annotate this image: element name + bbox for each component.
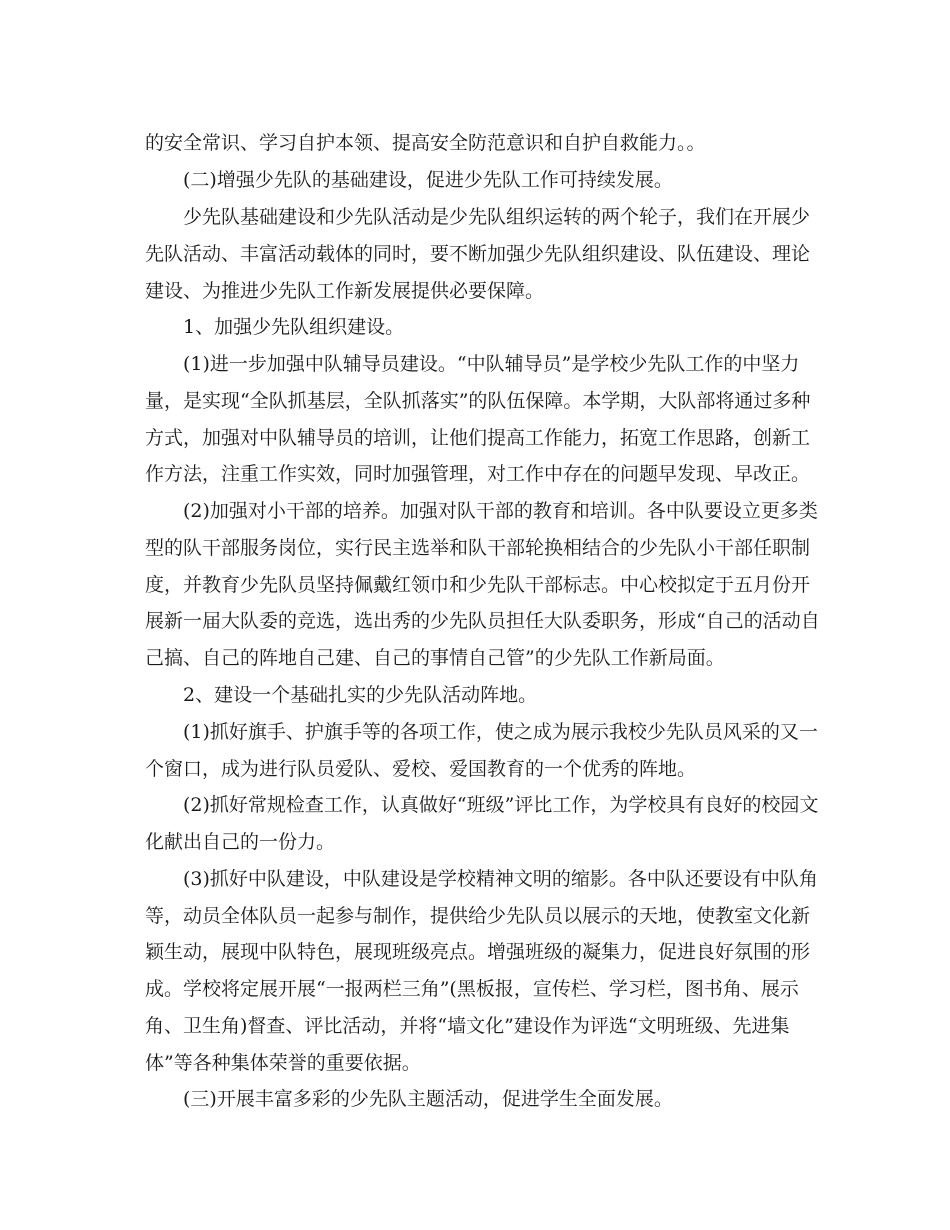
text-line: 少先队基础建设和少先队活动是少先队组织运转的两个轮子，我们在开展少	[183, 206, 811, 228]
text-line: 己搞、自己的阵地自己建、自己的事情自己管”的少先队工作新局面。	[145, 647, 725, 669]
text-line: (2)抓好常规检查工作，认真做好“班级”评比工作，为学校具有良好的校园文	[183, 794, 819, 816]
text-line: 先队活动、丰富活动载体的同时，要不断加强少先队组织建设、队伍建设、理论	[145, 243, 811, 265]
text-line: 化献出自己的一份力。	[145, 831, 336, 853]
text-line: 作方法，注重工作实效，同时加强管理，对工作中存在的问题早发现、早改正。	[145, 463, 811, 485]
text-line: 角、卫生角)督查、评比活动，并将“墙文化”建设作为评选“文明班级、先进集	[145, 1015, 790, 1037]
subsection-heading: 1、加强少先队组织建设。	[183, 316, 405, 338]
section-heading: (三)开展丰富多彩的少先队主题活动，促进学生全面发展。	[183, 1088, 673, 1110]
text-line: 成。学校将定展开展“一报两栏三角”(黑板报，宣传栏、学习栏，图书角、展示	[145, 978, 799, 1000]
subsection-heading: 2、建设一个基础扎实的少先队活动阵地。	[183, 684, 538, 706]
text-line: 体”等各种集体荣誉的重要依据。	[145, 1052, 421, 1074]
text-line: 方式，加强对中队辅导员的培训，让他们提高工作能力，拓宽工作思路，创新工	[145, 427, 811, 449]
text-line: (2)加强对小干部的培养。加强对队干部的教育和培训。各中队要设立更多类	[183, 500, 818, 522]
text-line: 颖生动，展现中队特色，展现班级亮点。增强班级的凝集力，促进良好氛围的形	[145, 941, 811, 963]
text-line: 型的队干部服务岗位，实行民主选举和队干部轮换相结合的少先队小干部任职制	[145, 537, 811, 559]
text-line: 度，并教育少先队员坚持佩戴红领巾和少先队干部标志。中心校拟定于五月份开	[145, 574, 811, 596]
section-heading: (二)增强少先队的基础建设，促进少先队工作可持续发展。	[183, 169, 673, 191]
text-line: 展新一届大队委的竞选，选出秀的少先队员担任大队委职务，形成“自己的活动自	[145, 610, 820, 632]
text-line: 个窗口，成为进行队员爱队、爱校、爱国教育的一个优秀的阵地。	[145, 758, 697, 780]
text-line: (3)抓好中队建设，中队建设是学校精神文明的缩影。各中队还要设有中队角	[183, 868, 818, 890]
text-line: 建设、为推进少先队工作新发展提供必要保障。	[145, 280, 545, 302]
text-line: 量，是实现“全队抓基层，全队抓落实”的队伍保障。本学期，大队部将通过多种	[145, 390, 811, 412]
text-line: 的安全常识、学习自护本领、提高安全防范意识和自护自救能力。。	[145, 132, 706, 154]
text-line: 等，动员全体队员一起参与制作，提供给少先队员以展示的天地，使教室文化新	[145, 905, 811, 927]
text-line: (1)进一步加强中队辅导员建设。“中队辅导员”是学校少先队工作的中坚力	[183, 353, 800, 375]
text-line: (1)抓好旗手、护旗手等的各项工作，使之成为展示我校少先队员风采的又一	[183, 721, 818, 743]
